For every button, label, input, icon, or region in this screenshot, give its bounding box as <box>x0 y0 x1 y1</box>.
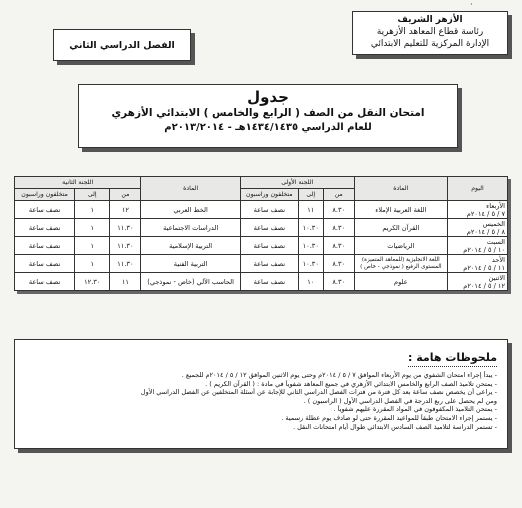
subject-cell: القرآن الكريم <box>354 219 447 237</box>
to-cell: ١٠.٣٠ <box>298 219 323 237</box>
subject-cell: التربية الإسلامية <box>141 237 240 255</box>
oral-cell: نصف ساعة <box>15 201 75 219</box>
oral-cell: نصف ساعة <box>240 201 298 219</box>
from-cell: ١١.٣٠ <box>110 255 141 273</box>
notes-box <box>14 339 508 449</box>
note-item: - يراعى أن يخصص نصف ساعة بعد كل فترة من فترات الفصل الدراسي الثاني للإجابة عن أسئلة المتخلفين عن الفصل الدراسي الأول <box>140 388 497 397</box>
header-to-1: إلى <box>298 189 323 201</box>
to-cell: ١٠.٣٠ <box>298 237 323 255</box>
oral-cell: نصف ساعة <box>15 237 75 255</box>
subject-cell: اللغة العربية الإملاء <box>354 201 447 219</box>
from-cell: ٨.٣٠ <box>323 201 354 219</box>
from-cell: ٨.٣٠ <box>323 255 354 273</box>
notes-title: ملحوظات هامة : <box>408 351 497 367</box>
title-box <box>78 84 458 148</box>
title-subtitle: امتحان النقل من الصف ( الرابع والخامس ) الابتدائي الأزهري <box>111 107 425 119</box>
to-cell: ١٢.٣٠ <box>75 273 110 291</box>
oral-cell: نصف ساعة <box>15 255 75 273</box>
header-committee-2: اللجنة الثانية <box>15 177 141 189</box>
title-main: جدول <box>247 88 289 106</box>
header-from-2: من <box>110 189 141 201</box>
organization-header <box>352 11 508 55</box>
from-cell: ١١.٣٠ <box>110 219 141 237</box>
from-cell: ١٢ <box>110 201 141 219</box>
to-cell: ١ <box>75 219 110 237</box>
note-item: - يستمر إجراء الامتحان طبقاً للمواعيد المقررة حتى لو صادف يوم عطلة رسمية . <box>281 413 497 422</box>
note-item: - يبدأ إجراء امتحان الشفوي من يوم الأربعاء الموافق ٧ / ٥ / ٢٠١٤م وحتى يوم الاثنين الموافق ١٢ / ٥ / ٢٠١٤م للجميع . <box>181 371 497 379</box>
day-cell: السبت ١٠ / ٥ / ٢٠١٤م <box>447 237 507 255</box>
table-row <box>15 255 508 273</box>
day-cell: الاثنين ١٢ / ٥ / ٢٠١٤م <box>447 273 507 291</box>
table-row <box>15 273 508 291</box>
header-to-2: إلى <box>75 189 110 201</box>
to-cell: ١٠ <box>298 273 323 291</box>
from-cell: ٨.٣٠ <box>323 273 354 291</box>
to-cell: ١ <box>75 201 110 219</box>
scan-mark: · <box>470 0 473 9</box>
note-item: ومن لم يحصل على ربع الدرجة في الفصل الدراسي الأول ( الراسبون ) . <box>303 396 497 405</box>
from-cell: ٨.٣٠ <box>323 219 354 237</box>
oral-cell: نصف ساعة <box>240 219 298 237</box>
org-line: الأزهر الشريف <box>397 15 463 25</box>
semester-label: الفصل الدراسي الثاني <box>69 39 175 51</box>
day-cell: الخميس ٨ / ٥ / ٢٠١٤م <box>447 219 507 237</box>
org-line: الإدارة المركزية للتعليم الابتدائي <box>370 39 490 49</box>
note-item: - تستمر الدراسة لتلاميذ الصف السادس الابتدائي طوال أيام امتحانات النقل . <box>292 422 497 431</box>
to-cell: ١٠.٣٠ <box>298 255 323 273</box>
header-oral-1: متخلفون وراسبون <box>240 189 298 201</box>
from-cell: ٨.٣٠ <box>323 237 354 255</box>
header-from-1: من <box>323 189 354 201</box>
header-subject-1: المادة <box>354 177 447 201</box>
subject-cell: الخط العربي <box>141 201 240 219</box>
subject-cell: التربية الفنية <box>141 255 240 273</box>
subject-cell: علوم <box>354 273 447 291</box>
from-cell: ١١.٣٠ <box>110 237 141 255</box>
day-cell: الأربعاء ٧ / ٥ / ٢٠١٤م <box>447 201 507 219</box>
subject-cell: الدراسات الاجتماعية <box>141 219 240 237</box>
exam-schedule-table <box>14 176 508 291</box>
oral-cell: نصف ساعة <box>15 273 75 291</box>
subject-cell: الحاسب الآلي (خاص - نموذجي) <box>141 273 240 291</box>
to-cell: ١ <box>75 237 110 255</box>
note-item: - يمتحن تلاميذ الصف الرابع والخامس الابتدائي الأزهري في جميع المعاهد شفوياً في مادة : ( القرآن الكريم ) . <box>205 379 497 388</box>
oral-cell: نصف ساعة <box>240 273 298 291</box>
semester-box <box>53 29 191 61</box>
oral-cell: نصف ساعة <box>240 255 298 273</box>
note-item: - يمتحن التلاميذ المكفوفون في المواد المقررة عليهم شفوياً . <box>333 405 497 414</box>
subject-cell: اللغة الانجليزية (للمعاهد المتميزة) المستوى الرفيع ( نموذجي - خاص ) <box>354 255 447 273</box>
org-line: رئاسة قطاع المعاهد الأزهرية <box>376 27 484 37</box>
oral-cell: نصف ساعة <box>240 237 298 255</box>
header-oral-2: متخلفون وراسبون <box>15 189 75 201</box>
header-subject-2: المادة <box>141 177 240 201</box>
from-cell: ١١ <box>110 273 141 291</box>
subject-cell: الرياضيات <box>354 237 447 255</box>
header-committee-1: اللجنة الأولى <box>240 177 354 189</box>
to-cell: ١ <box>75 255 110 273</box>
table-row <box>15 237 508 255</box>
day-cell: الأحد ١١ / ٥ / ٢٠١٤م <box>447 255 507 273</box>
header-day: اليوم <box>447 177 507 201</box>
table-row <box>15 219 508 237</box>
to-cell: ١١ <box>298 201 323 219</box>
table-row <box>15 201 508 219</box>
notes-list <box>25 371 497 431</box>
oral-cell: نصف ساعة <box>15 219 75 237</box>
title-year: للعام الدراسي ١٤٣٤/١٤٣٥هـ - ٢٠١٣/٢٠١٤م <box>164 122 372 133</box>
